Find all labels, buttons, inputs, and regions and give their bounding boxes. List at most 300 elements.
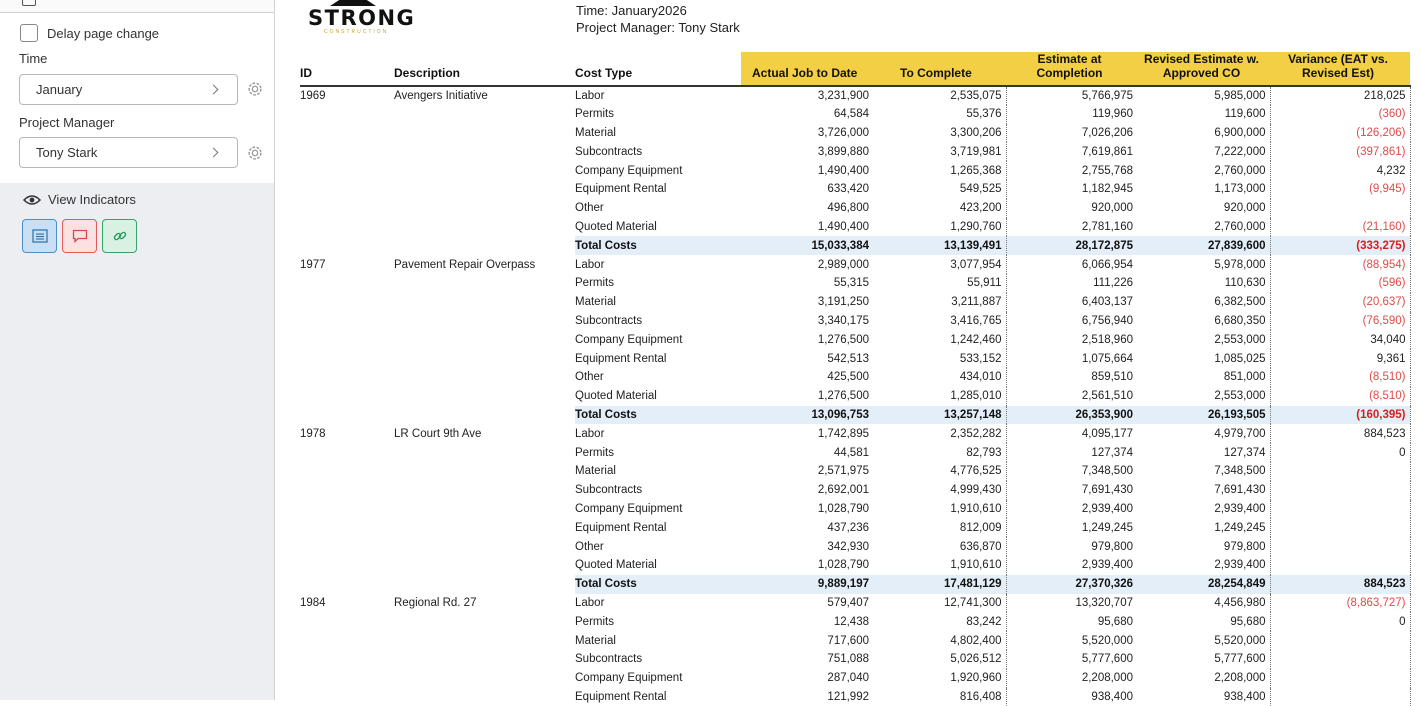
cell-to-complete: 55,911: [873, 274, 1006, 293]
cell-id: [300, 330, 394, 349]
table-row: [300, 349, 1410, 368]
cell-revised-estimate: 979,800: [1137, 537, 1270, 556]
project-manager-select[interactable]: [19, 137, 238, 168]
cell-variance: [1270, 481, 1410, 500]
cell-estimate-at-completion: 119,960: [1006, 105, 1137, 124]
cell-description: [394, 218, 575, 237]
cell-description: [394, 349, 575, 368]
cell-variance: 0: [1270, 612, 1410, 631]
cell-to-complete: 13,139,491: [873, 236, 1006, 255]
cell-cost-type: Quoted Material: [575, 387, 741, 406]
cell-revised-estimate: 5,985,000: [1137, 86, 1270, 105]
cell-revised-estimate: 110,630: [1137, 274, 1270, 293]
cell-revised-estimate: 7,348,500: [1137, 462, 1270, 481]
cell-cost-type: Labor: [575, 86, 741, 105]
list-icon: [32, 229, 48, 243]
cell-revised-estimate: 6,382,500: [1137, 293, 1270, 312]
table-row: [300, 274, 1410, 293]
table-row: [300, 443, 1410, 462]
cell-variance: (126,206): [1270, 124, 1410, 143]
cell-variance: 0: [1270, 443, 1410, 462]
cell-description: [394, 330, 575, 349]
cell-to-complete: 423,200: [873, 199, 1006, 218]
cell-to-complete: 1,910,610: [873, 556, 1006, 575]
cell-cost-type: Quoted Material: [575, 218, 741, 237]
cell-cost-type: Permits: [575, 443, 741, 462]
cell-revised-estimate: 95,680: [1137, 612, 1270, 631]
total-costs-row: [300, 406, 1410, 425]
cell-variance: 34,040: [1270, 330, 1410, 349]
table-header-row: [300, 52, 1410, 86]
table-row: [300, 199, 1410, 218]
cell-revised-estimate: 5,520,000: [1137, 631, 1270, 650]
cell-actual-job-to-date: 717,600: [741, 631, 873, 650]
cell-variance: 884,523: [1270, 424, 1410, 443]
cell-to-complete: 3,719,981: [873, 142, 1006, 161]
header-estimate-line1: Estimate at: [1037, 52, 1101, 66]
cell-cost-type: Subcontracts: [575, 650, 741, 669]
cell-actual-job-to-date: 3,899,880: [741, 142, 873, 161]
cell-revised-estimate: 2,939,400: [1137, 500, 1270, 519]
cell-estimate-at-completion: 6,066,954: [1006, 255, 1137, 274]
total-costs-row: [300, 575, 1410, 594]
cell-actual-job-to-date: 9,889,197: [741, 575, 873, 594]
cell-actual-job-to-date: 15,033,384: [741, 236, 873, 255]
table-row: [300, 218, 1410, 237]
cell-actual-job-to-date: 1,028,790: [741, 500, 873, 519]
cell-estimate-at-completion: 5,777,600: [1006, 650, 1137, 669]
cell-variance: [1270, 556, 1410, 575]
cell-to-complete: 636,870: [873, 537, 1006, 556]
delay-page-change-label: Delay page change: [47, 26, 159, 41]
panel-collapse-icon[interactable]: [22, 0, 36, 6]
cell-estimate-at-completion: 26,353,900: [1006, 406, 1137, 425]
header-description[interactable]: Description: [394, 52, 575, 86]
cell-estimate-at-completion: 2,208,000: [1006, 669, 1137, 688]
cell-variance: [1270, 500, 1410, 519]
cell-estimate-at-completion: 920,000: [1006, 199, 1137, 218]
table-row: [300, 161, 1410, 180]
time-select-value: January: [36, 82, 82, 97]
cell-revised-estimate: 1,249,245: [1137, 518, 1270, 537]
cell-revised-estimate: 938,400: [1137, 688, 1270, 706]
cell-description: [394, 688, 575, 706]
cell-actual-job-to-date: 1,742,895: [741, 424, 873, 443]
cell-id: [300, 368, 394, 387]
cell-to-complete: 12,741,300: [873, 594, 1006, 613]
cell-id: [300, 406, 394, 425]
cell-description: [394, 631, 575, 650]
cell-cost-type: Subcontracts: [575, 142, 741, 161]
cell-revised-estimate: 26,193,505: [1137, 406, 1270, 425]
cell-id: [300, 199, 394, 218]
table-row: [300, 330, 1410, 349]
cell-description: [394, 105, 575, 124]
table-row: [300, 142, 1410, 161]
cell-description: [394, 537, 575, 556]
chevron-right-icon: [209, 148, 219, 158]
comment-indicator-button[interactable]: [62, 219, 97, 253]
cell-revised-estimate: 127,374: [1137, 443, 1270, 462]
cell-actual-job-to-date: 1,276,500: [741, 387, 873, 406]
cell-id: [300, 293, 394, 312]
cell-revised-estimate: 2,760,000: [1137, 161, 1270, 180]
cell-to-complete: 3,211,887: [873, 293, 1006, 312]
cell-id: [300, 612, 394, 631]
cell-id: 1977: [300, 255, 394, 274]
cell-variance: [1270, 518, 1410, 537]
cell-cost-type: Permits: [575, 274, 741, 293]
cell-estimate-at-completion: 5,520,000: [1006, 631, 1137, 650]
table-row: [300, 556, 1410, 575]
cell-to-complete: 2,352,282: [873, 424, 1006, 443]
cell-revised-estimate: 2,208,000: [1137, 669, 1270, 688]
table-row: [300, 500, 1410, 519]
cell-estimate-at-completion: 979,800: [1006, 537, 1137, 556]
cell-description: [394, 199, 575, 218]
table-row: [300, 312, 1410, 331]
cell-estimate-at-completion: 1,075,664: [1006, 349, 1137, 368]
cell-estimate-at-completion: 95,680: [1006, 612, 1137, 631]
cell-actual-job-to-date: 3,726,000: [741, 124, 873, 143]
indicators-section: [0, 183, 274, 700]
cell-id: 1969: [300, 86, 394, 105]
cell-revised-estimate: 5,978,000: [1137, 255, 1270, 274]
table-row: [300, 688, 1410, 706]
cell-id: [300, 462, 394, 481]
cell-estimate-at-completion: 2,561,510: [1006, 387, 1137, 406]
cell-to-complete: 1,242,460: [873, 330, 1006, 349]
cell-id: [300, 556, 394, 575]
cell-variance: (333,275): [1270, 236, 1410, 255]
cell-actual-job-to-date: 579,407: [741, 594, 873, 613]
time-select[interactable]: [19, 74, 238, 105]
cell-description: LR Court 9th Ave: [394, 424, 575, 443]
cell-actual-job-to-date: 287,040: [741, 669, 873, 688]
cell-cost-type: Company Equipment: [575, 669, 741, 688]
cell-cost-type: Permits: [575, 612, 741, 631]
cell-cost-type: Labor: [575, 594, 741, 613]
link-icon: [112, 228, 128, 244]
time-settings-gear-icon[interactable]: [246, 80, 264, 98]
table-row: [300, 293, 1410, 312]
cell-description: [394, 236, 575, 255]
cell-actual-job-to-date: 496,800: [741, 199, 873, 218]
table-row: [300, 518, 1410, 537]
header-id[interactable]: ID: [300, 52, 394, 86]
cell-estimate-at-completion: 27,370,326: [1006, 575, 1137, 594]
cell-cost-type: Material: [575, 293, 741, 312]
cell-description: [394, 650, 575, 669]
cell-cost-type: Material: [575, 631, 741, 650]
cell-variance: [1270, 669, 1410, 688]
logo-peak-shape: [330, 0, 376, 6]
cell-variance: (76,590): [1270, 312, 1410, 331]
cell-id: [300, 669, 394, 688]
cell-to-complete: 1,265,368: [873, 161, 1006, 180]
cell-id: [300, 180, 394, 199]
cell-actual-job-to-date: 1,028,790: [741, 556, 873, 575]
cell-actual-job-to-date: 64,584: [741, 105, 873, 124]
cell-variance: (596): [1270, 274, 1410, 293]
cell-id: [300, 142, 394, 161]
cell-revised-estimate: 27,839,600: [1137, 236, 1270, 255]
project-manager-label: Project Manager: [19, 115, 114, 130]
cell-variance: [1270, 462, 1410, 481]
cell-variance: 4,232: [1270, 161, 1410, 180]
cell-id: [300, 387, 394, 406]
cell-description: [394, 180, 575, 199]
cell-actual-job-to-date: 2,692,001: [741, 481, 873, 500]
cell-estimate-at-completion: 4,095,177: [1006, 424, 1137, 443]
cell-revised-estimate: 2,553,000: [1137, 330, 1270, 349]
cell-cost-type: Subcontracts: [575, 312, 741, 331]
cell-actual-job-to-date: 751,088: [741, 650, 873, 669]
cell-id: [300, 349, 394, 368]
cell-cost-type: Labor: [575, 255, 741, 274]
cell-description: [394, 462, 575, 481]
table-row: [300, 255, 1410, 274]
cell-id: [300, 688, 394, 706]
table-row: [300, 669, 1410, 688]
header-variance[interactable]: [1270, 52, 1410, 86]
cell-id: [300, 481, 394, 500]
cell-estimate-at-completion: 1,182,945: [1006, 180, 1137, 199]
cell-description: [394, 368, 575, 387]
cell-cost-type: Total Costs: [575, 236, 741, 255]
cell-actual-job-to-date: 121,992: [741, 688, 873, 706]
cell-actual-job-to-date: 2,571,975: [741, 462, 873, 481]
cell-cost-type: Equipment Rental: [575, 518, 741, 537]
project-manager-settings-gear-icon[interactable]: [246, 144, 264, 162]
table-row: [300, 105, 1410, 124]
cell-revised-estimate: 920,000: [1137, 199, 1270, 218]
cell-variance: (21,160): [1270, 218, 1410, 237]
cell-cost-type: Equipment Rental: [575, 349, 741, 368]
cell-description: [394, 293, 575, 312]
cell-cost-type: Company Equipment: [575, 500, 741, 519]
cell-estimate-at-completion: 7,348,500: [1006, 462, 1137, 481]
cell-cost-type: Total Costs: [575, 406, 741, 425]
cell-description: [394, 124, 575, 143]
cell-variance: (9,945): [1270, 180, 1410, 199]
delay-page-change-checkbox[interactable]: [20, 24, 38, 42]
cell-to-complete: 3,077,954: [873, 255, 1006, 274]
cell-to-complete: 55,376: [873, 105, 1006, 124]
cell-actual-job-to-date: 2,989,000: [741, 255, 873, 274]
header-actual-job-to-date[interactable]: Actual Job to Date: [741, 52, 873, 86]
report-project-manager-line: Project Manager: Tony Stark: [576, 19, 740, 36]
cell-cost-type: Material: [575, 124, 741, 143]
cell-to-complete: 4,999,430: [873, 481, 1006, 500]
view-indicators-toggle[interactable]: [23, 192, 136, 207]
cell-revised-estimate: 2,553,000: [1137, 387, 1270, 406]
cell-estimate-at-completion: 2,518,960: [1006, 330, 1137, 349]
list-indicator-button[interactable]: [22, 219, 57, 253]
cell-variance: (8,863,727): [1270, 594, 1410, 613]
cell-description: [394, 518, 575, 537]
cell-estimate-at-completion: 2,781,160: [1006, 218, 1137, 237]
time-label: Time: [19, 51, 47, 66]
cell-variance: 884,523: [1270, 575, 1410, 594]
cell-description: [394, 161, 575, 180]
cell-to-complete: 549,525: [873, 180, 1006, 199]
cell-actual-job-to-date: 437,236: [741, 518, 873, 537]
table-row: [300, 537, 1410, 556]
cell-variance: [1270, 631, 1410, 650]
cell-description: [394, 556, 575, 575]
header-cost-type[interactable]: Cost Type: [575, 52, 741, 86]
cell-actual-job-to-date: 425,500: [741, 368, 873, 387]
cell-id: [300, 575, 394, 594]
cell-variance: (8,510): [1270, 368, 1410, 387]
header-estimate-at-completion[interactable]: [1006, 52, 1137, 86]
cell-to-complete: 816,408: [873, 688, 1006, 706]
cell-description: Regional Rd. 27: [394, 594, 575, 613]
header-variance-line2: Revised Est): [1302, 66, 1374, 80]
cell-cost-type: Other: [575, 368, 741, 387]
cell-revised-estimate: 851,000: [1137, 368, 1270, 387]
cell-variance: (160,395): [1270, 406, 1410, 425]
cell-cost-type: Subcontracts: [575, 481, 741, 500]
cell-to-complete: 83,242: [873, 612, 1006, 631]
cell-estimate-at-completion: 6,403,137: [1006, 293, 1137, 312]
cell-cost-type: Equipment Rental: [575, 688, 741, 706]
table-row: [300, 180, 1410, 199]
cell-description: [394, 612, 575, 631]
cell-id: 1984: [300, 594, 394, 613]
cell-description: [394, 406, 575, 425]
cell-actual-job-to-date: 13,096,753: [741, 406, 873, 425]
cell-actual-job-to-date: 55,315: [741, 274, 873, 293]
cell-estimate-at-completion: 111,226: [1006, 274, 1137, 293]
cell-estimate-at-completion: 5,766,975: [1006, 86, 1137, 105]
table-row: [300, 462, 1410, 481]
cell-revised-estimate: 1,173,000: [1137, 180, 1270, 199]
cell-cost-type: Other: [575, 199, 741, 218]
chevron-right-icon: [209, 85, 219, 95]
cell-to-complete: 1,920,960: [873, 669, 1006, 688]
cell-variance: [1270, 537, 1410, 556]
cell-estimate-at-completion: 2,939,400: [1006, 500, 1137, 519]
cell-actual-job-to-date: 342,930: [741, 537, 873, 556]
cell-estimate-at-completion: 13,320,707: [1006, 594, 1137, 613]
cell-estimate-at-completion: 6,756,940: [1006, 312, 1137, 331]
cell-revised-estimate: 6,900,000: [1137, 124, 1270, 143]
cell-to-complete: 3,416,765: [873, 312, 1006, 331]
cell-id: [300, 443, 394, 462]
cell-cost-type: Quoted Material: [575, 556, 741, 575]
cell-cost-type: Equipment Rental: [575, 180, 741, 199]
cell-estimate-at-completion: 1,249,245: [1006, 518, 1137, 537]
cell-id: [300, 537, 394, 556]
cell-actual-job-to-date: 633,420: [741, 180, 873, 199]
cell-id: [300, 236, 394, 255]
cell-variance: [1270, 199, 1410, 218]
cell-variance: (88,954): [1270, 255, 1410, 274]
cell-revised-estimate: 1,085,025: [1137, 349, 1270, 368]
cell-to-complete: 4,776,525: [873, 462, 1006, 481]
table-row: [300, 594, 1410, 613]
logo-wordmark: STRONG: [308, 8, 415, 29]
cell-revised-estimate: 119,600: [1137, 105, 1270, 124]
table-row: [300, 481, 1410, 500]
cost-report-table: [300, 52, 1411, 706]
cell-actual-job-to-date: 12,438: [741, 612, 873, 631]
cell-to-complete: 2,535,075: [873, 86, 1006, 105]
cell-id: [300, 218, 394, 237]
view-indicators-label: View Indicators: [48, 192, 136, 207]
table-row: [300, 612, 1410, 631]
company-logo: [308, 8, 415, 36]
header-to-complete[interactable]: To Complete: [873, 52, 1006, 86]
cell-description: [394, 274, 575, 293]
cell-to-complete: 434,010: [873, 368, 1006, 387]
cell-actual-job-to-date: 44,581: [741, 443, 873, 462]
cell-to-complete: 533,152: [873, 349, 1006, 368]
header-revised-estimate[interactable]: [1137, 52, 1270, 86]
link-indicator-button[interactable]: [102, 219, 137, 253]
cell-variance: (8,510): [1270, 387, 1410, 406]
cell-id: [300, 274, 394, 293]
header-variance-line1: Variance (EAT vs.: [1288, 52, 1388, 66]
cell-actual-job-to-date: 1,490,400: [741, 161, 873, 180]
cell-estimate-at-completion: 7,619,861: [1006, 142, 1137, 161]
cell-actual-job-to-date: 1,490,400: [741, 218, 873, 237]
cell-to-complete: 13,257,148: [873, 406, 1006, 425]
cell-description: [394, 443, 575, 462]
cell-revised-estimate: 28,254,849: [1137, 575, 1270, 594]
cell-id: [300, 518, 394, 537]
report-area: [292, 0, 1420, 700]
cell-estimate-at-completion: 2,939,400: [1006, 556, 1137, 575]
cell-actual-job-to-date: 542,513: [741, 349, 873, 368]
cell-description: [394, 575, 575, 594]
cell-revised-estimate: 2,760,000: [1137, 218, 1270, 237]
cell-cost-type: Other: [575, 537, 741, 556]
cell-id: [300, 631, 394, 650]
cell-to-complete: 82,793: [873, 443, 1006, 462]
cell-to-complete: 17,481,129: [873, 575, 1006, 594]
cell-description: [394, 312, 575, 331]
cell-revised-estimate: 2,939,400: [1137, 556, 1270, 575]
table-row: [300, 124, 1410, 143]
logo-subtitle: CONSTRUCTION: [324, 29, 415, 36]
cell-estimate-at-completion: 7,691,430: [1006, 481, 1137, 500]
cell-description: [394, 387, 575, 406]
cell-description: Avengers Initiative: [394, 86, 575, 105]
cell-estimate-at-completion: 28,172,875: [1006, 236, 1137, 255]
cell-variance: (20,637): [1270, 293, 1410, 312]
cell-id: [300, 124, 394, 143]
cell-variance: [1270, 688, 1410, 706]
table-row: [300, 650, 1410, 669]
cell-id: 1978: [300, 424, 394, 443]
table-row: [300, 387, 1410, 406]
cell-revised-estimate: 7,222,000: [1137, 142, 1270, 161]
delay-page-change-row: [20, 24, 159, 42]
cell-cost-type: Labor: [575, 424, 741, 443]
cell-actual-job-to-date: 1,276,500: [741, 330, 873, 349]
cell-id: [300, 105, 394, 124]
header-revised-line1: Revised Estimate w.: [1144, 52, 1259, 66]
cell-actual-job-to-date: 3,231,900: [741, 86, 873, 105]
cell-cost-type: Total Costs: [575, 575, 741, 594]
table-row: [300, 424, 1410, 443]
cell-to-complete: 812,009: [873, 518, 1006, 537]
cell-estimate-at-completion: 7,026,206: [1006, 124, 1137, 143]
report-time-line: Time: January2026: [576, 2, 740, 19]
